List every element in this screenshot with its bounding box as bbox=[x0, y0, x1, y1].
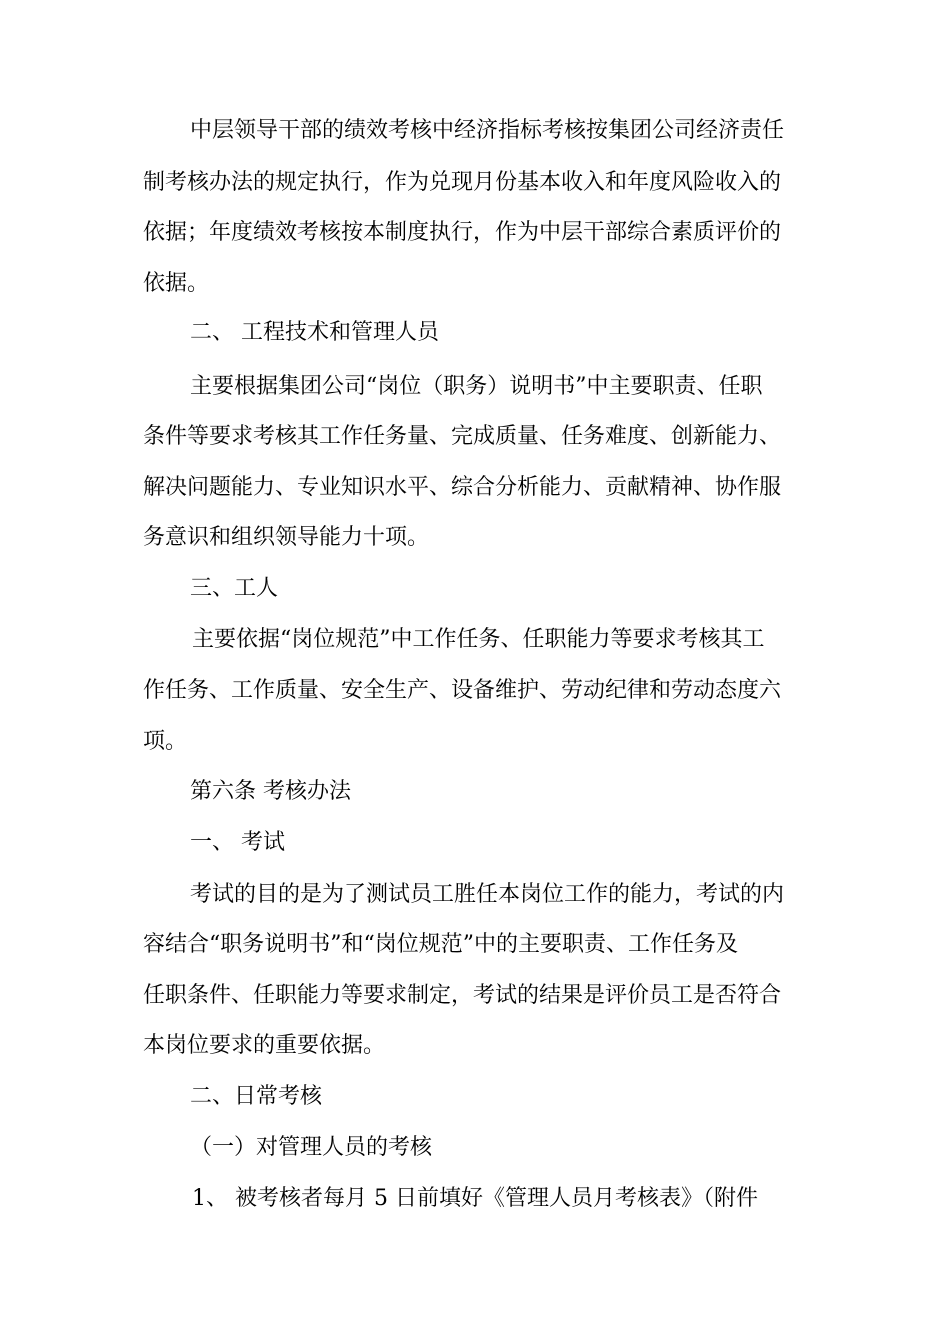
section-daily-assessment-heading: 二、日常考核 bbox=[190, 1084, 323, 1109]
paragraph-1-line-2: 制考核办法的规定执行，作为兑现月份基本收入和年度风险收入的 bbox=[143, 170, 782, 195]
subsection-managers-heading: （一）对管理人员的考核 bbox=[190, 1135, 433, 1160]
paragraph-4-line-3: 任职条件、任职能力等要求制定，考试的结果是评价员工是否符合 bbox=[143, 983, 782, 1008]
paragraph-4-line-1: 考试的目的是为了测试员工胜任本岗位工作的能力，考试的内 bbox=[190, 882, 785, 907]
paragraph-2-line-4: 务意识和组织领导能力十项。 bbox=[143, 525, 430, 550]
paragraph-1-line-1: 中层领导干部的绩效考核中经济指标考核按集团公司经济责任 bbox=[190, 118, 785, 143]
paragraph-1-line-4: 依据。 bbox=[143, 271, 210, 296]
heading-engineering-management: 二、 工程技术和管理人员 bbox=[190, 320, 439, 345]
paragraph-3-line-3: 项。 bbox=[143, 729, 188, 754]
heading-workers: 三、工人 bbox=[190, 576, 279, 601]
item-1-line: 1、 被考核者每月 5 日前填好《管理人员月考核表》（附件 bbox=[192, 1186, 758, 1211]
paragraph-3-line-1: 主要依据“岗位规范”中工作任务、任职能力等要求考核其工 bbox=[192, 627, 765, 652]
paragraph-2-line-2: 条件等要求考核其工作任务量、完成质量、任务难度、创新能力、 bbox=[143, 424, 782, 449]
paragraph-3-line-2: 作任务、工作质量、安全生产、设备维护、劳动纪律和劳动态度六 bbox=[143, 678, 782, 703]
paragraph-1-line-3: 依据；年度绩效考核按本制度执行，作为中层干部综合素质评价的 bbox=[143, 220, 782, 245]
article-6-heading: 第六条 考核办法 bbox=[190, 779, 351, 804]
paragraph-4-line-4: 本岗位要求的重要依据。 bbox=[143, 1033, 386, 1058]
paragraph-2-line-1: 主要根据集团公司“岗位（职务）说明书”中主要职责、任职 bbox=[190, 374, 763, 399]
paragraph-4-line-2: 容结合“职务说明书”和“岗位规范”中的主要职责、工作任务及 bbox=[143, 932, 738, 957]
section-exam-heading: 一、 考试 bbox=[190, 830, 285, 855]
paragraph-2-line-3: 解决问题能力、专业知识水平、综合分析能力、贡献精神、协作服 bbox=[143, 475, 782, 500]
